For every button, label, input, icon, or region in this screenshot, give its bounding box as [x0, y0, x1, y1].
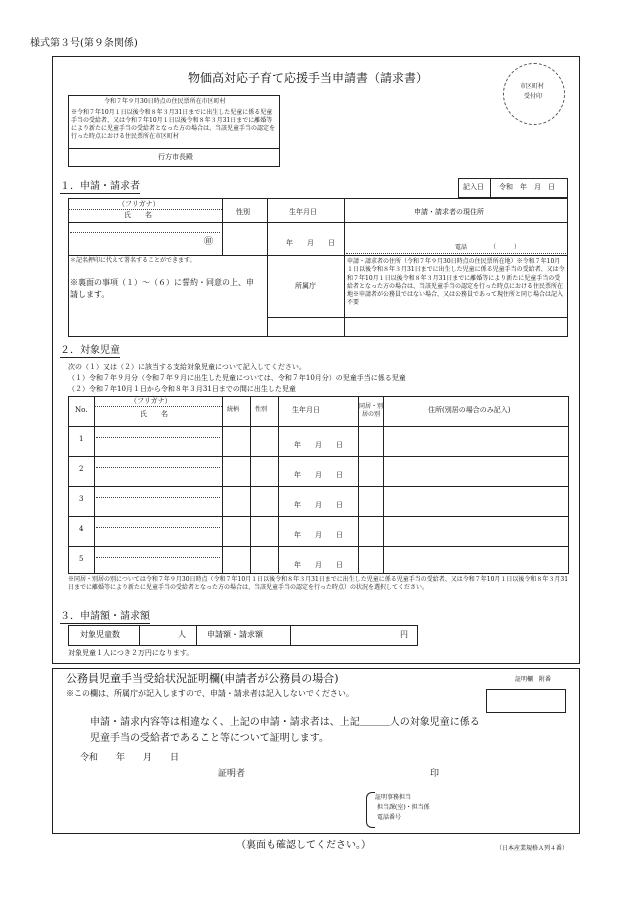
section2-instruction-2: （１）令和７年９月分（令和７年９月に出生した児童については、令和７年10月分）の児童手当に係る児童 — [68, 374, 406, 382]
row-no: 5 — [79, 555, 84, 563]
dob-label: 生年月日 — [289, 208, 317, 216]
form-number: 様式第３号(第９条関係) — [30, 38, 138, 49]
stamp-label-1: 市区町村 — [520, 83, 545, 90]
section3-heading: ３．申請額・請求額 — [60, 611, 150, 622]
certification-body-1: 申請・請求内容等は相違なく、上記の申請・請求者は、上記＿＿＿人の対象児童に係る — [90, 717, 480, 728]
row-no: 4 — [79, 525, 84, 533]
phone-label: 電話 — [455, 244, 468, 251]
applicant-name-label: 氏 名 — [124, 211, 152, 219]
col-gender: 性別 — [255, 406, 268, 413]
form-title: 物価高対応子育て応援手当申請書（請求書） — [188, 71, 429, 85]
row-dob[interactable]: 年 月 日 — [294, 531, 343, 539]
applicant-seal: ㊞ — [204, 237, 214, 247]
row-no: 1 — [79, 435, 84, 443]
children-table — [68, 396, 569, 574]
section2-heading: ２．対象児童 — [60, 345, 120, 356]
amount-note: 対象児童１人につき２万円になります。 — [68, 649, 194, 657]
certification-number-box[interactable] — [486, 689, 566, 713]
certification-title: 公務員児童手当受給状況証明欄(申請者が公務員の場合) — [66, 672, 339, 685]
child-count-unit: 人 — [178, 630, 186, 639]
section1-heading: １．申請・請求者 — [60, 181, 140, 192]
row-dob[interactable]: 年 月 日 — [294, 501, 343, 509]
gender-label: 性別 — [236, 208, 250, 216]
record-date-label: 記入日 — [463, 183, 484, 191]
office-line-1: 証明事務担当 — [375, 794, 412, 801]
office-line-3: 電話番号 — [377, 814, 402, 821]
certification-number-label: 証明欄 附番 — [515, 676, 552, 683]
certification-note: ※この欄は、所属庁が記入しますので、申請・請求者は記入しないでください。 — [66, 689, 354, 698]
phone-field[interactable]: （ ） — [490, 244, 521, 251]
certification-body-2: 児童手当の受給者であること等について証明します。 — [90, 733, 329, 744]
municipality-header: 令和７年９月30日時点の住民票所在市区町村 — [104, 98, 226, 105]
col-dob: 生年月日 — [292, 406, 320, 414]
stamp-label-2: 受付印 — [524, 93, 543, 100]
col-address: 住所(別居の場合のみ記入) — [428, 406, 511, 414]
section2-footnote: ※同居・別居の別については令和７年９月30日時点（令和７年10月１日以後令和８年３月31日までに出生した児童に係る児童手当の受給者、又は令和７年10月１日以後令和８年３月31日までに離婚等により新たに児童手当の受給者となった方の場合は、当該児童手当の認定を行った時点）の状況を選択してください。 — [68, 576, 569, 592]
row-dob[interactable]: 年 月 日 — [294, 471, 343, 479]
applicant-furigana-label: （フリガナ） — [118, 200, 160, 208]
record-date-value[interactable]: 令和 年 月 日 — [499, 183, 555, 191]
sign-note: ＊記名押印に代えて署名することができます。 — [70, 257, 196, 264]
certifier-label: 証明者 — [218, 769, 246, 779]
office-label: 所属庁 — [295, 282, 316, 290]
row-dob[interactable]: 年 月 日 — [294, 561, 343, 569]
certification-date[interactable]: 令和 年 月 日 — [80, 753, 180, 763]
office-line-2: 担当課(室)・担当係 — [377, 804, 430, 811]
col-cohabit: 同居・別居の別 — [359, 403, 384, 418]
section2-instruction-1: 次の（１）又は（２）に該当する支給対象児童について記入してください。 — [68, 363, 306, 371]
applicant-furigana-field[interactable] — [70, 232, 220, 233]
address-label: 申請・請求者の現住所 — [414, 208, 484, 216]
col-furigana: （フリガナ） — [130, 397, 172, 405]
certifier-seal: 印 — [430, 769, 440, 779]
municipality-note: ※令和７年10月１日以後令和８年３月31日までに出生した児童に係る児童手当の受給者、又は令和７年10月１日以後令和８年３月31日までに離婚等により新たに児童手当の受給者となった方の場合は、当該児童手当の認定を行った時点における住民票所在市区町村 — [71, 109, 276, 141]
section2-instruction-3: （２）令和７年10月１日から令和８年３月31日までの間に出生した児童 — [68, 385, 296, 393]
back-note: （裏面も確認してください。） — [236, 840, 371, 851]
address-notes: 申請・請求者の住所（令和７年９月30日時点の住民票所在地）※令和７年10月１日以後令和８年３月31日までに出生した児童に係る児童手当の受給者、又は令和７年10月１日以後令和８年３月31日までに離婚等により新たに児童手当の受給者となった方の場合は、当該児童手当の認定を行った時点における住民票所在地※申請者が公務員ではない場合、又は公務員であって現住所と同じ場合は記入不要 — [347, 258, 565, 307]
col-no: No. — [75, 406, 88, 414]
addressee: 行方市長殿 — [158, 153, 193, 161]
amount-label: 申請額・請求額 — [207, 630, 263, 639]
col-name: 氏 名 — [140, 410, 168, 418]
applicant-dob-value[interactable]: 年 月 日 — [286, 239, 335, 247]
paper-standard: （日本産業規格Ａ列４番） — [496, 845, 569, 852]
row-no: 2 — [79, 465, 84, 473]
office-bracket — [366, 792, 375, 828]
row-no: 3 — [79, 495, 84, 503]
amount-unit: 円 — [400, 630, 408, 639]
row-dob[interactable]: 年 月 日 — [294, 441, 343, 449]
col-relation: 続柄 — [227, 406, 240, 413]
pledge-text: ※裏面の事項（１）～（６）に誓約・同意の上、申請します。 — [70, 278, 254, 299]
child-count-label: 対象児童数 — [80, 630, 120, 639]
